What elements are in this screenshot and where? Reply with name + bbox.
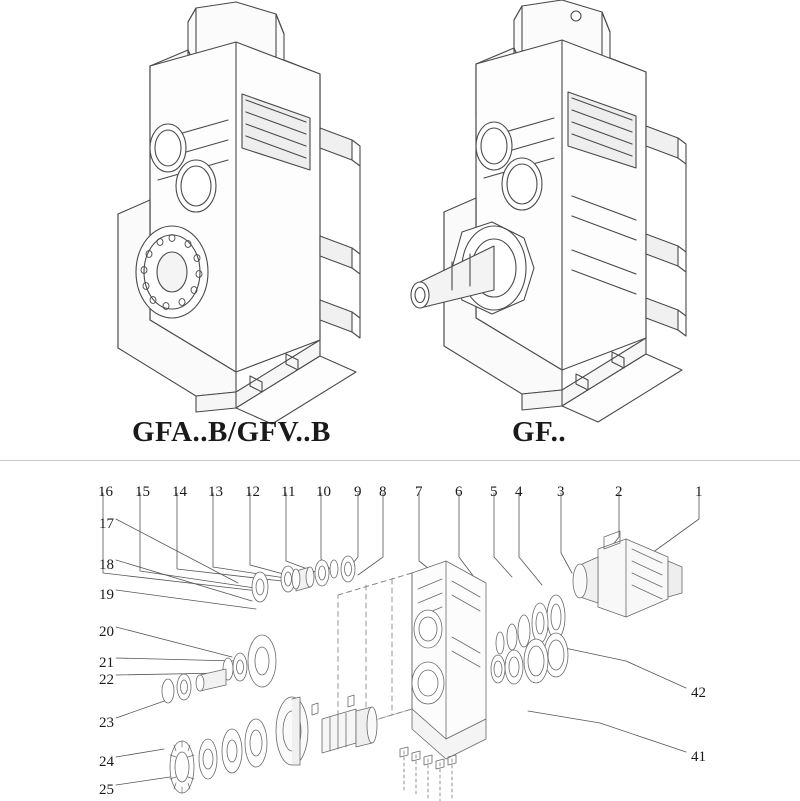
callout-20: 20 <box>99 624 114 640</box>
callout-11: 11 <box>281 484 296 500</box>
callout-13: 13 <box>208 484 223 500</box>
callout-18: 18 <box>99 557 114 573</box>
callout-22: 22 <box>99 672 114 688</box>
callout-5: 5 <box>490 484 498 500</box>
callout-1: 1 <box>695 484 703 500</box>
callout-42: 42 <box>691 685 706 701</box>
callout-12: 12 <box>245 484 260 500</box>
callout-19: 19 <box>99 587 114 603</box>
callout-3: 3 <box>557 484 565 500</box>
left-gearbox-body <box>118 2 360 424</box>
callout-2: 2 <box>615 484 623 500</box>
callout-6: 6 <box>455 484 463 500</box>
callout-10: 10 <box>316 484 331 500</box>
callout-23: 23 <box>99 715 114 731</box>
callout-4: 4 <box>515 484 523 500</box>
callout-17: 17 <box>99 516 114 532</box>
caption-gf: GF.. <box>512 416 567 448</box>
callout-41: 41 <box>691 749 706 765</box>
callout-25: 25 <box>99 782 114 798</box>
caption-gfa-b-gfv-b: GFA..B/GFV..B <box>132 416 331 448</box>
callout-15: 15 <box>135 484 150 500</box>
callout-14: 14 <box>172 484 187 500</box>
right-gearbox-body <box>411 0 686 422</box>
exploded-diagram-svg <box>0 461 800 801</box>
callout-9: 9 <box>354 484 362 500</box>
callout-24: 24 <box>99 754 114 770</box>
callout-8: 8 <box>379 484 387 500</box>
callout-7: 7 <box>415 484 423 500</box>
callout-16: 16 <box>98 484 113 500</box>
callout-21: 21 <box>99 655 114 671</box>
exploded-parts-view <box>0 460 800 801</box>
